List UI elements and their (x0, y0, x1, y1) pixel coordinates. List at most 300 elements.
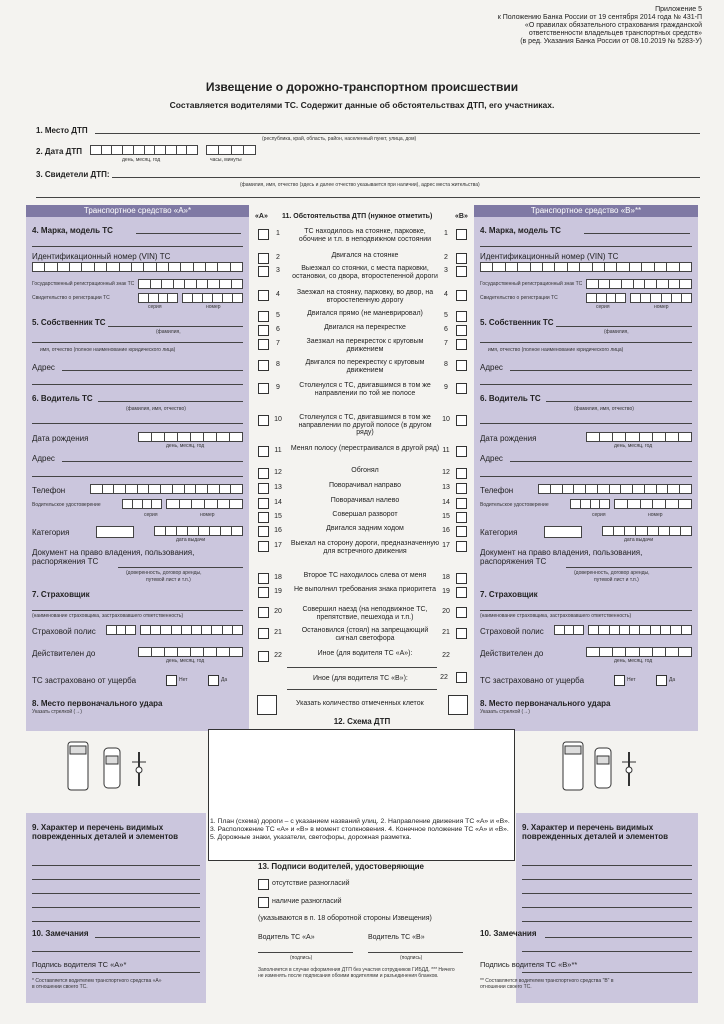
circ-b-num-12: 12 (442, 469, 450, 476)
circ-a-checkbox-11[interactable] (258, 446, 269, 457)
circ-b-checkbox-15[interactable] (456, 512, 467, 523)
circ-a-num-21: 21 (274, 629, 282, 636)
circ-b-checkbox-16[interactable] (456, 526, 467, 537)
driver-field-2[interactable] (480, 423, 692, 424)
count-box-b[interactable] (448, 695, 468, 715)
sign-a-line[interactable] (32, 972, 200, 973)
circ-b-num-7: 7 (444, 340, 448, 347)
circ-a-num-6: 6 (276, 326, 280, 333)
circ-b-num-6: 6 (444, 326, 448, 333)
place-field[interactable] (95, 133, 700, 134)
circ-text-16: Двигался задним ходом (326, 525, 404, 532)
circ-a-num-5: 5 (276, 312, 280, 319)
brand-field[interactable] (136, 233, 241, 234)
circ-b-checkbox-9[interactable] (456, 383, 467, 394)
birth-hint: день, месяц, год (166, 443, 205, 449)
circ-text-17: Выехал на сторону дороги, предназначенную для встречного движения (290, 540, 440, 555)
driver-address-field[interactable] (62, 461, 243, 462)
valid-label: Действителен до (32, 649, 96, 658)
circ-text-7: Заезжал на перекресток с круговым движением (306, 338, 424, 353)
circ-b-num-16: 16 (442, 527, 450, 534)
reg-cert-label: Свидетельство о регистрации ТС (480, 295, 558, 301)
circ-a-num-10: 10 (274, 416, 282, 423)
remarks-b-line[interactable] (522, 951, 692, 952)
owner-hint-2: имя, отчество (полное наименование юридического лица) (40, 347, 176, 353)
circ-text-5: Двигался прямо (не маневрировал) (307, 310, 423, 317)
damage-b-line[interactable] (522, 907, 692, 908)
brand-field[interactable] (584, 233, 690, 234)
truck-icon (68, 742, 88, 790)
remarks-a-line[interactable] (95, 937, 200, 938)
insurer-label: 7. Страховщик (32, 590, 90, 599)
driver-hint: (фамилия, имя, отчество) (126, 406, 186, 412)
circ-b-checkbox-1[interactable] (456, 229, 467, 240)
damage-a-line[interactable] (32, 865, 200, 866)
impact-label: 8. Место первоначального удара (480, 699, 611, 708)
vin-cells[interactable] (480, 262, 692, 272)
vehicle-b-header: Транспортное средство «В»** (474, 205, 698, 217)
circ-a-num-19: 19 (274, 588, 282, 595)
insurer-label: 7. Страховщик (480, 590, 538, 599)
page-title: Извещение о дорожно-транспортном происшествии (205, 80, 519, 94)
circ-head-title: 11. Обстоятельства ДТП (нужное отметить) (282, 213, 433, 220)
circ-text-9: Столкнулся с ТС, двигавшимся в том же направлении по той же полосе (299, 382, 431, 397)
car-icon (595, 748, 611, 788)
driver-address-label: Адрес (32, 454, 55, 463)
appendix-block (498, 6, 702, 46)
owner-hint-1: (фамилия, (156, 329, 181, 335)
circ-a-checkbox-16[interactable] (258, 526, 269, 537)
remarks-b-line[interactable] (545, 937, 692, 938)
other-b-line[interactable] (287, 689, 437, 690)
circ-a-checkbox-14[interactable] (258, 498, 269, 509)
insured-yes-checkbox[interactable] (208, 675, 219, 686)
insured-no-checkbox[interactable] (614, 675, 625, 686)
circ-text-6: Двигался на перекрестке (324, 324, 406, 331)
impact-label: 8. Место первоначального удара (32, 699, 163, 708)
brand-field-2[interactable] (32, 246, 243, 247)
sign-a-label: Подпись водителя ТС «А»* (32, 960, 127, 969)
insurer-field[interactable] (32, 610, 243, 611)
doc-field[interactable] (118, 567, 243, 568)
owner-address-field-2[interactable] (480, 384, 692, 385)
circ-text-15: Совершал разворот (332, 511, 398, 518)
count-box-a[interactable] (257, 695, 277, 715)
reg-sign-label: Государственный регистрационный знак ТС (480, 281, 583, 287)
circ-a-checkbox-17[interactable] (258, 541, 269, 552)
circ-a-num-15: 15 (274, 513, 282, 520)
circ-text-18: Второе ТС находилось слева от меня (303, 572, 427, 579)
circ-b-checkbox-6[interactable] (456, 325, 467, 336)
footnote-a: * Составляется водителем транспортного средства «А» в отношении своего ТС. (32, 978, 162, 990)
circ-a-checkbox-1[interactable] (258, 229, 269, 240)
sign-b-label: Подпись водителя ТС «В»** (480, 960, 578, 969)
appendix-line: «О правилах обязательного страхования гражданской (524, 22, 702, 30)
phone-cells[interactable] (538, 484, 692, 494)
appendix-title: Приложение 5 (655, 6, 702, 13)
circ-a-checkbox-5[interactable] (258, 311, 269, 322)
owner-address-field[interactable] (510, 370, 692, 371)
circ-b-checkbox-2[interactable] (456, 253, 467, 264)
doc-label: Документ на право владения, пользования, распоряжения ТС (480, 548, 643, 566)
place-hint: (республика, край, область, район, населенный пункт, улица, дом) (262, 136, 417, 142)
damage-a-line[interactable] (32, 921, 200, 922)
insured-label: ТС застраховано от ущерба (32, 676, 137, 685)
sign-b-line[interactable] (522, 972, 692, 973)
circ-b-num-19: 19 (442, 588, 450, 595)
circ-text-10: Столкнулся с ТС, двигавшимся в том же направлении по другой полосе (в другом ряду) (298, 414, 432, 437)
witness-field[interactable] (112, 177, 700, 178)
circ-a-num-12: 12 (274, 469, 282, 476)
circ-b-checkbox-3[interactable] (456, 266, 467, 277)
circ-text-11: Менял полосу (перестраивался в другой ряд) (290, 445, 440, 452)
brand-label: 4. Марка, модель ТС (480, 226, 561, 235)
time-cells[interactable] (206, 145, 256, 155)
category-label: Категория (32, 528, 70, 537)
disagreement-checkbox[interactable] (258, 897, 269, 908)
damage-a-line[interactable] (32, 879, 200, 880)
driver-address-label: Адрес (480, 454, 503, 463)
reg-sign-cells[interactable] (586, 279, 692, 289)
other-b-label: Иное (для водителя ТС «В»): (313, 675, 408, 682)
circ-a-num-4: 4 (276, 291, 280, 298)
owner-address-field[interactable] (62, 370, 243, 371)
no-disagreement-label: отсутствие разногласий (272, 880, 350, 887)
insured-yes-checkbox[interactable] (656, 675, 667, 686)
appendix-line: к Положению Банка России от 19 сентября 2014 года № 431-П (497, 14, 702, 22)
doc-hint-2: путевой лист и т.п.) (146, 577, 191, 583)
circ-b-num-4: 4 (444, 291, 448, 298)
circ-text-2: Двигался на стоянке (331, 252, 399, 259)
owner-field-2[interactable] (32, 342, 243, 343)
circ-b-num-1: 1 (444, 230, 448, 237)
license-series-hint: серия (144, 512, 158, 518)
remarks-a-label: 10. Замечания (32, 929, 89, 938)
brand-field-2[interactable] (480, 246, 692, 247)
reg-cert-number-hint: номер (654, 304, 669, 310)
license-label: Водительское удостоверение (32, 502, 101, 508)
sign-driver-a: Водитель ТС «А» (258, 934, 315, 941)
birth-hint: день, месяц, год (614, 443, 653, 449)
owner-field[interactable] (108, 326, 243, 327)
policy-series-cells[interactable] (554, 625, 584, 635)
circ-a-checkbox-20[interactable] (258, 607, 269, 618)
license-series-hint: серия (592, 512, 606, 518)
damage-a-line[interactable] (32, 893, 200, 894)
circ-b-checkbox-8[interactable] (456, 360, 467, 371)
owner-label: 5. Собственник ТС (32, 318, 106, 327)
circ-text-20: Совершил наезд (на неподвижное ТС, препятствие, пешехода и т.п.) (302, 606, 428, 621)
circ-a-checkbox-18[interactable] (258, 573, 269, 584)
insured-no-label: Нет (627, 677, 636, 683)
reg-cert-series-hint: серия (148, 304, 162, 310)
circ-b-num-22: 22 (442, 652, 450, 659)
place-label: 1. Место ДТП (36, 126, 88, 135)
circ-a-num-18: 18 (274, 574, 282, 581)
circ-a-checkbox-19[interactable] (258, 587, 269, 598)
circ-head-b: «В» (455, 213, 468, 220)
witness-field-2[interactable] (36, 197, 700, 198)
disagreement-label: наличие разногласий (272, 898, 342, 905)
birth-cells[interactable] (138, 432, 243, 442)
circ-text-1: ТС находилось на стоянке, парковке, обочине и т.п. в неподвижном состоянии (298, 228, 432, 243)
category-label: Категория (480, 528, 518, 537)
insured-no-checkbox[interactable] (166, 675, 177, 686)
circ-b-num-20: 20 (442, 608, 450, 615)
owner-address-label: Адрес (32, 363, 55, 372)
vin-label: Идентификационный номер (VIN) ТС (32, 252, 171, 261)
valid-hint: день, месяц, год (166, 658, 205, 664)
license-series-cells[interactable] (570, 499, 610, 509)
owner-hint-1: (фамилия, (604, 329, 629, 335)
policy-series-cells[interactable] (106, 625, 136, 635)
driver-address-field-2[interactable] (480, 476, 692, 477)
vin-label: Идентификационный номер (VIN) ТС (480, 252, 619, 261)
other-a-line[interactable] (287, 667, 437, 668)
phone-label: Телефон (480, 486, 514, 495)
circ-b-num-17: 17 (442, 542, 450, 549)
no-disagreement-checkbox[interactable] (258, 879, 269, 890)
circ-b-checkbox-13[interactable] (456, 483, 467, 494)
doc-hint-1: (доверенность, договор аренды, (126, 570, 202, 576)
circ-a-checkbox-12[interactable] (258, 468, 269, 479)
valid-hint: день, месяц, год (614, 658, 653, 664)
circ-text-14: Поворачивал налево (330, 497, 400, 504)
appendix-line: (в ред. Указания Банка России от 08.10.2019 № 5283-У) (520, 38, 702, 46)
driver-label: 6. Водитель ТС (480, 394, 541, 403)
driver-address-field-2[interactable] (32, 476, 243, 477)
circ-a-checkbox-21[interactable] (258, 628, 269, 639)
license-number-cells[interactable] (614, 499, 692, 509)
vehicle-icons-b (555, 738, 655, 798)
phone-label: Телефон (32, 486, 66, 495)
driver-label: 6. Водитель ТС (32, 394, 93, 403)
valid-cells[interactable] (586, 647, 692, 657)
circ-a-num-7: 7 (276, 340, 280, 347)
circ-a-num-14: 14 (274, 499, 282, 506)
insurer-hint: (наименование страховщика, застраховавшего ответственность) (32, 613, 184, 619)
driver-hint: (фамилия, имя, отчество) (574, 406, 634, 412)
circ-b-num-2: 2 (444, 254, 448, 261)
damage-b-line[interactable] (522, 879, 692, 880)
circ-a-num-17: 17 (274, 542, 282, 549)
signature-a-hint: (подпись) (290, 955, 313, 961)
circ-b-checkbox-12[interactable] (456, 468, 467, 479)
damage-a-panel (26, 813, 206, 1003)
circ-a-checkbox-22[interactable] (258, 651, 269, 662)
time-hint: часы, минуты (210, 157, 242, 163)
signature-a-line[interactable] (258, 952, 353, 953)
owner-label: 5. Собственник ТС (480, 318, 554, 327)
license-number-hint: номер (200, 512, 215, 518)
circ-b-checkbox-17[interactable] (456, 541, 467, 552)
circ-b-checkbox-18[interactable] (456, 573, 467, 584)
doc-hint-2: путевой лист и т.п.) (594, 577, 639, 583)
insurer-field[interactable] (480, 610, 692, 611)
circ-a-num-22: 22 (274, 652, 282, 659)
license-series-cells[interactable] (122, 499, 162, 509)
circ-a-checkbox-7[interactable] (258, 339, 269, 350)
owner-address-field-2[interactable] (32, 384, 243, 385)
circ-b-checkbox-19[interactable] (456, 587, 467, 598)
damage-a-line[interactable] (32, 907, 200, 908)
circ-b-num-14: 14 (442, 499, 450, 506)
license-label: Водительское удостоверение (480, 502, 549, 508)
date-hint: день, месяц, год (122, 157, 161, 163)
witness-hint: (фамилия, имя, отчество (здесь и далее отчество указывается при наличии), адрес места жительства) (240, 182, 480, 188)
policy-label: Страховой полис (32, 627, 96, 636)
category-field[interactable] (544, 526, 582, 538)
driver-address-field[interactable] (510, 461, 692, 462)
circ-a-checkbox-13[interactable] (258, 483, 269, 494)
valid-label: Действителен до (480, 649, 544, 658)
insured-label: ТС застраховано от ущерба (480, 676, 585, 685)
other-b-num: 22 (440, 674, 448, 681)
circ-a-checkbox-15[interactable] (258, 512, 269, 523)
brand-label: 4. Марка, модель ТС (32, 226, 113, 235)
doc-label: Документ на право владения, пользования, распоряжения ТС (32, 548, 195, 566)
circ-b-checkbox-20[interactable] (456, 607, 467, 618)
scheme-title: 12. Схема ДТП (333, 717, 391, 726)
damage-b-line[interactable] (522, 893, 692, 894)
circ-b-num-21: 21 (442, 629, 450, 636)
circ-b-checkbox-7[interactable] (456, 339, 467, 350)
damage-b-line[interactable] (522, 865, 692, 866)
license-number-cells[interactable] (166, 499, 243, 509)
birth-label: Дата рождения (480, 434, 537, 443)
impact-hint: Указать стрелкой (→) (32, 709, 82, 715)
sign-driver-b: Водитель ТС «В» (368, 934, 425, 941)
damage-b-label: 9. Характер и перечень видимых поврежденных деталей и элементов (522, 823, 669, 841)
circ-a-checkbox-3[interactable] (258, 266, 269, 277)
circ-b-num-5: 5 (444, 312, 448, 319)
circ-b-num-8: 8 (444, 361, 448, 368)
reg-cert-number-cells[interactable] (182, 293, 243, 303)
circ-text-13: Поворачивал направо (328, 482, 402, 489)
sign-section-title: 13. Подписи водителей, удостоверяющие (258, 862, 424, 871)
circ-b-num-13: 13 (442, 484, 450, 491)
circ-b-checkbox-21[interactable] (456, 628, 467, 639)
circ-text-22: Иное (для водителя ТС «А»): (317, 650, 413, 657)
remarks-a-line[interactable] (32, 951, 200, 952)
damage-b-panel (516, 813, 698, 1003)
insured-yes-label: Да (669, 677, 676, 683)
insured-yes-label: Да (221, 677, 228, 683)
damage-a-label: 9. Характер и перечень видимых поврежденных деталей и элементов (32, 823, 179, 841)
circ-b-num-3: 3 (444, 267, 448, 274)
damage-b-line[interactable] (522, 921, 692, 922)
circ-a-num-20: 20 (274, 608, 282, 615)
reg-cert-number-cells[interactable] (630, 293, 692, 303)
circ-b-num-9: 9 (444, 384, 448, 391)
license-number-hint: номер (648, 512, 663, 518)
circ-text-3: Выезжал со стоянки, с места парковки, остановки, со двора, второстепенной дороги (292, 265, 438, 280)
circ-text-4: Заезжал на стоянку, парковку, во двор, на второстепенную дорогу (296, 289, 434, 304)
circ-b-checkbox-14[interactable] (456, 498, 467, 509)
impact-hint: Указать стрелкой (→) (480, 709, 530, 715)
vin-cells[interactable] (32, 262, 243, 272)
count-label: Указать количество отмеченных клеток (296, 700, 424, 707)
circ-a-num-11: 11 (274, 447, 282, 454)
owner-field-2[interactable] (480, 342, 692, 343)
insurer-hint: (наименование страховщика, застраховавшего ответственность) (480, 613, 632, 619)
signature-b-hint: (подпись) (400, 955, 423, 961)
circ-a-checkbox-6[interactable] (258, 325, 269, 336)
circ-a-num-13: 13 (274, 484, 282, 491)
policy-label: Страховой полис (480, 627, 544, 636)
reg-cert-label: Свидетельство о регистрации ТС (32, 295, 110, 301)
driver-field[interactable] (546, 401, 692, 402)
circ-b-checkbox-10[interactable] (456, 415, 467, 426)
reg-cert-series-hint: серия (596, 304, 610, 310)
car-icon (104, 748, 120, 788)
circ-a-checkbox-8[interactable] (258, 360, 269, 371)
witness-label: 3. Свидетели ДТП: (36, 170, 110, 179)
circ-b-num-15: 15 (442, 513, 450, 520)
circ-b-checkbox-4[interactable] (456, 290, 467, 301)
driver-field-2[interactable] (32, 423, 243, 424)
date-label: 2. Дата ДТП (36, 147, 82, 156)
circ-b-num-11: 11 (442, 447, 450, 454)
policy-number-cells[interactable] (588, 625, 692, 635)
circ-a-num-9: 9 (276, 384, 280, 391)
circ-a-num-1: 1 (276, 230, 280, 237)
birth-cells[interactable] (586, 432, 692, 442)
issue-date-hint: дата выдачи (176, 537, 206, 543)
phone-cells[interactable] (90, 484, 243, 494)
reg-cert-series-cells[interactable] (586, 293, 626, 303)
circ-b-checkbox-5[interactable] (456, 311, 467, 322)
category-field[interactable] (96, 526, 134, 538)
circ-a-num-3: 3 (276, 267, 280, 274)
circ-b-checkbox-11[interactable] (456, 446, 467, 457)
circ-a-checkbox-4[interactable] (258, 290, 269, 301)
circ-text-21: Остановился (стоял) на запрещающий сигнал светофора (301, 627, 429, 642)
circ-head-a: «А» (255, 213, 268, 220)
circ-a-checkbox-2[interactable] (258, 253, 269, 264)
truck-icon (563, 742, 583, 790)
issue-date-cells[interactable] (602, 526, 692, 536)
doc-hint-1: (доверенность, договор аренды, (574, 570, 650, 576)
reg-cert-series-cells[interactable] (138, 293, 178, 303)
policy-number-cells[interactable] (140, 625, 243, 635)
issue-date-hint: дата выдачи (624, 537, 654, 543)
birth-label: Дата рождения (32, 434, 89, 443)
bottom-note: Заполняется в случае оформления ДТП без участия сотрудников ГИБДД. *** Ничего не изменять после подписания обоими водителями и разъединения бланков. (258, 967, 455, 979)
reg-sign-label: Государственный регистрационный знак ТС (32, 281, 135, 287)
owner-address-label: Адрес (480, 363, 503, 372)
owner-field[interactable] (556, 326, 692, 327)
circ-b-num-18: 18 (442, 574, 450, 581)
circ-a-num-16: 16 (274, 527, 282, 534)
reg-sign-cells[interactable] (138, 279, 243, 289)
other-b-checkbox[interactable] (456, 672, 467, 683)
circ-text-12: Обгонял (351, 467, 379, 474)
appendix-line: ответственности владельцев транспортных средств» (528, 30, 702, 38)
signature-b-line[interactable] (368, 952, 463, 953)
circ-a-checkbox-10[interactable] (258, 415, 269, 426)
circ-text-8: Двигался по перекрестку с круговым движением (305, 359, 425, 374)
circ-a-num-2: 2 (276, 254, 280, 261)
issue-date-cells[interactable] (154, 526, 243, 536)
date-cells[interactable] (90, 145, 198, 155)
reg-cert-number-hint: номер (206, 304, 221, 310)
valid-cells[interactable] (138, 647, 243, 657)
vehicle-a-header: Транспортное средство «А»* (26, 205, 249, 217)
doc-field[interactable] (566, 567, 692, 568)
driver-field[interactable] (98, 401, 243, 402)
circ-a-checkbox-9[interactable] (258, 383, 269, 394)
